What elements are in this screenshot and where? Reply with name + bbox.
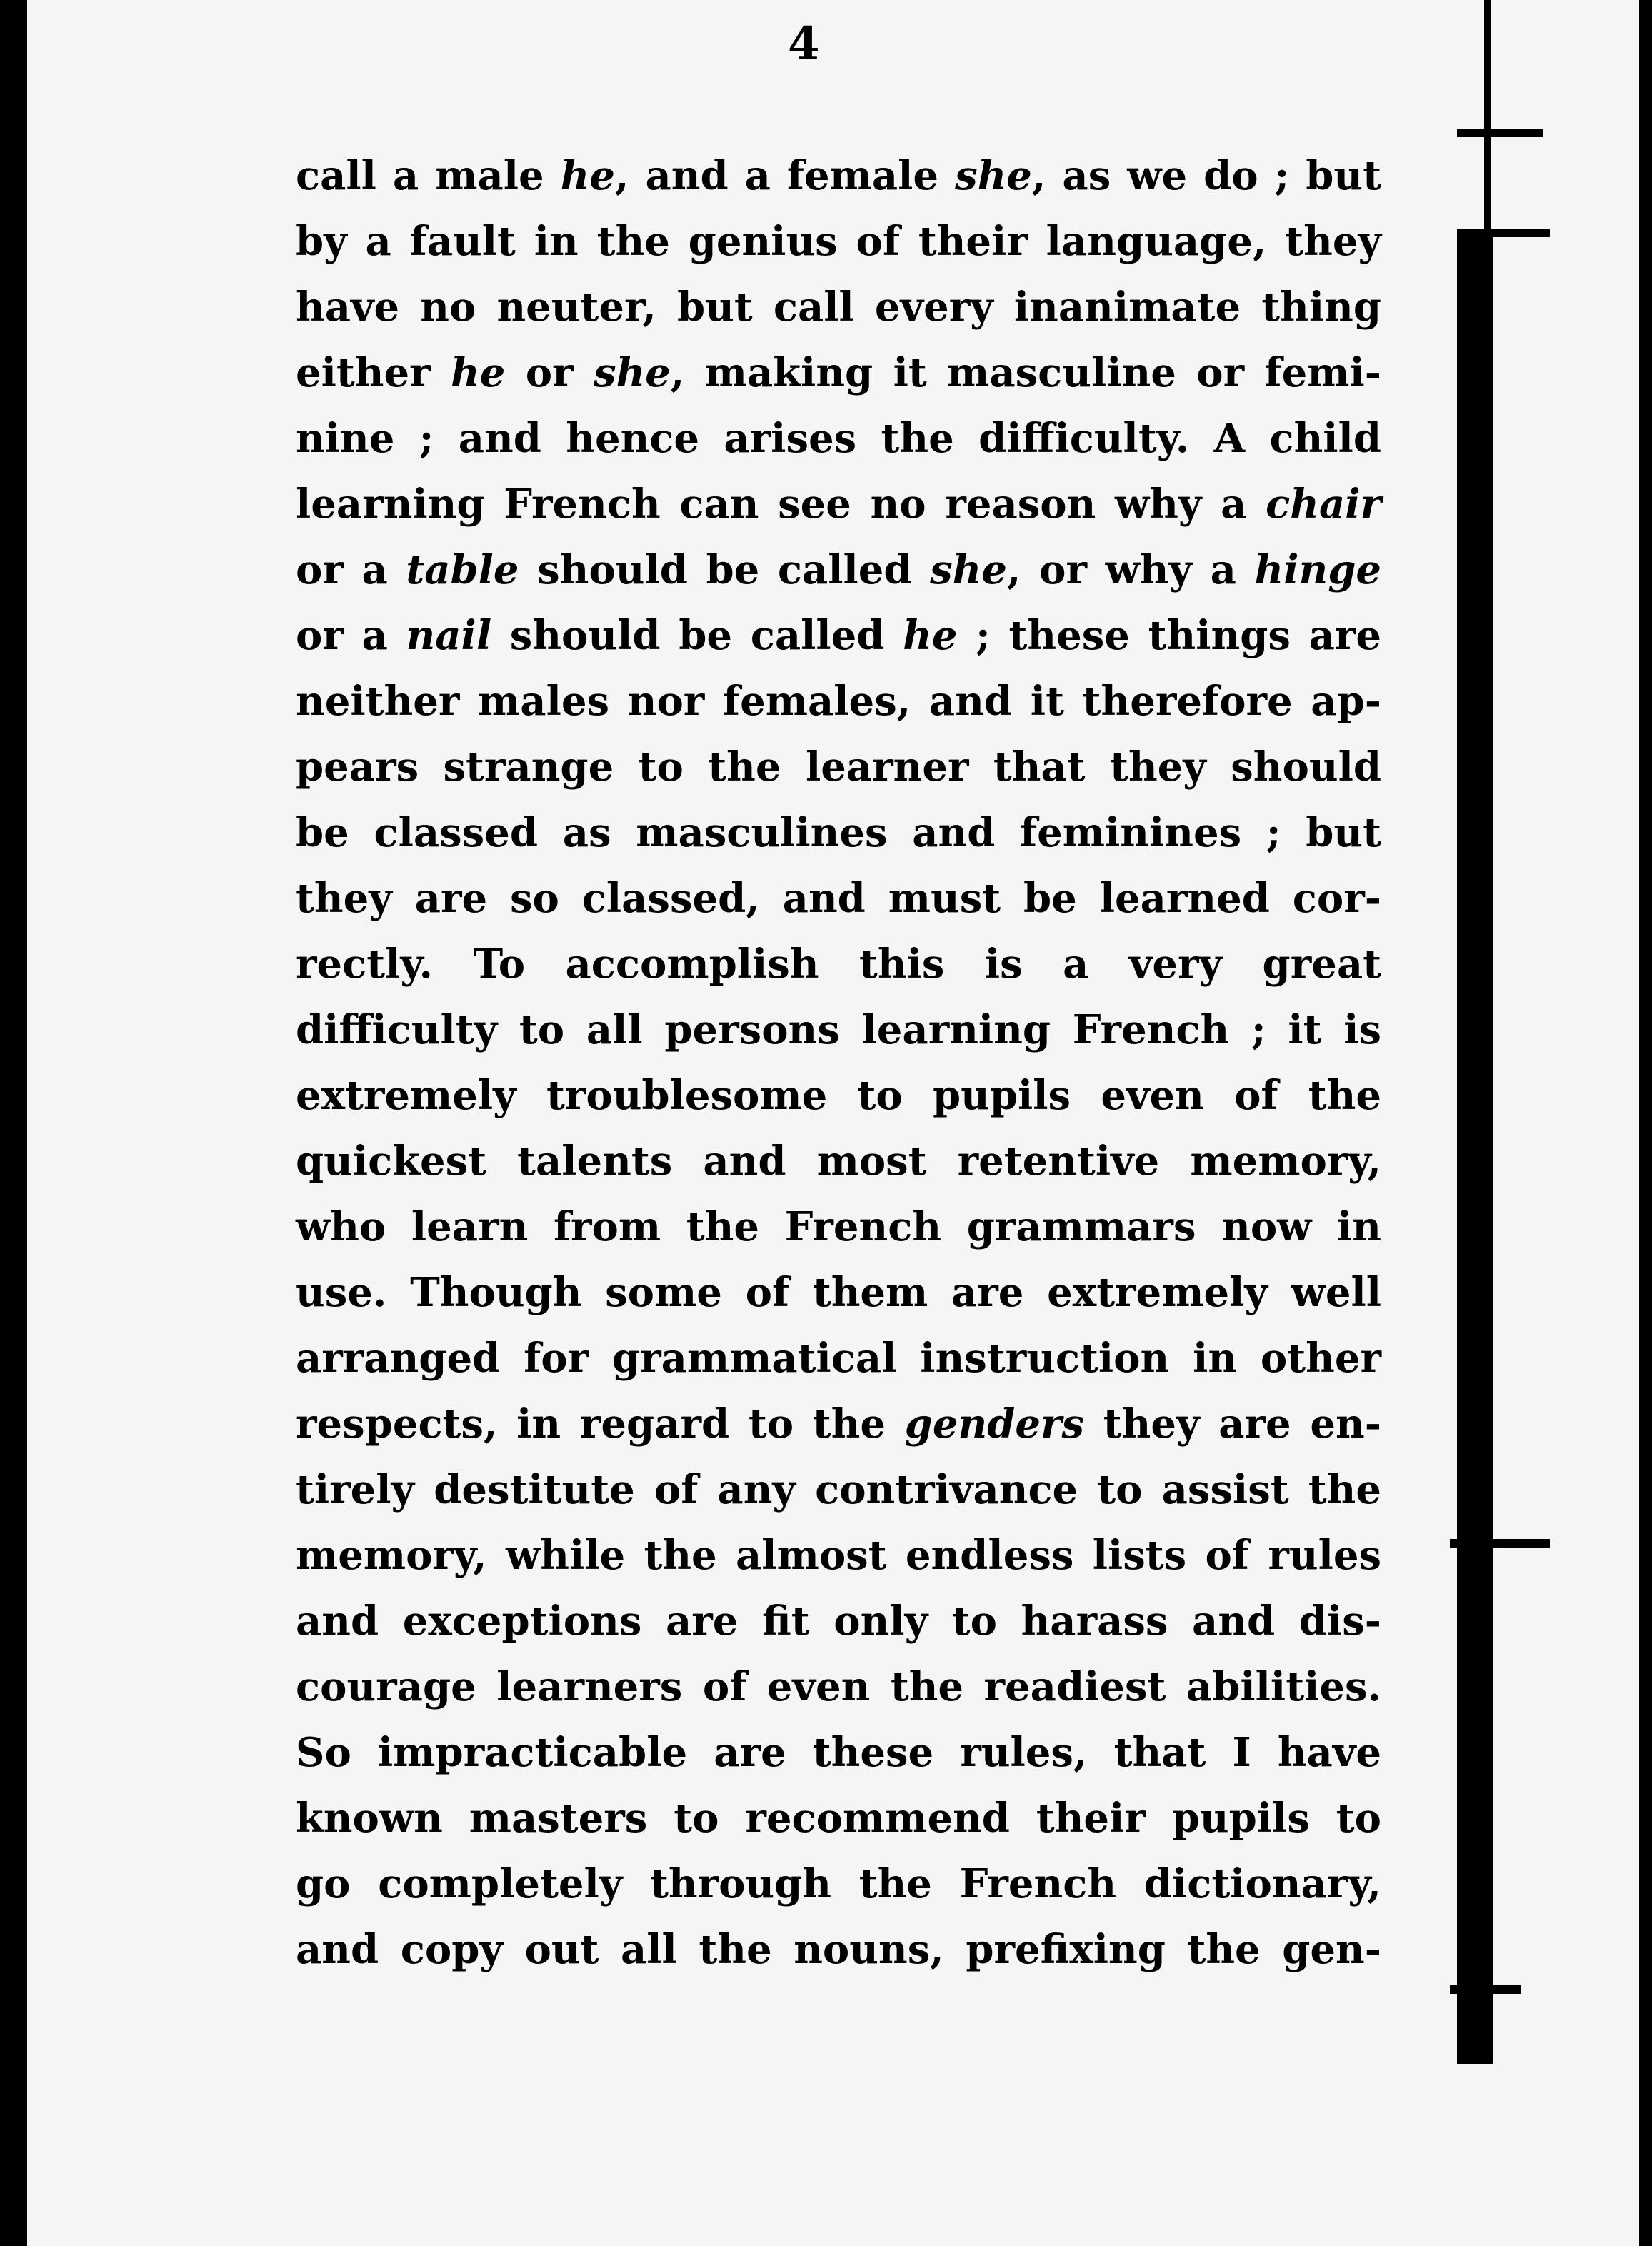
text-run: known masters to recommend their pupils to xyxy=(296,1795,1381,1842)
text-run: So impracticable are these rules, that I have xyxy=(296,1729,1381,1776)
text-run: and exceptions are fit only to harass and dis- xyxy=(296,1598,1381,1645)
text-run: respects, in regard to the xyxy=(296,1400,905,1448)
page-number: 4 xyxy=(788,17,820,71)
text-line xyxy=(296,340,1381,406)
text-line xyxy=(296,1588,1381,1654)
italic-word: she xyxy=(955,152,1032,199)
text-line xyxy=(296,471,1381,537)
text-run: either xyxy=(296,349,451,396)
text-line xyxy=(296,1917,1381,1982)
text-run: memory, while the almost endless lists of rules xyxy=(296,1532,1381,1579)
text-line xyxy=(296,997,1381,1063)
text-run: tirely destitute of any contrivance to assist the xyxy=(296,1466,1381,1513)
text-line xyxy=(296,1260,1381,1325)
text-run: they are en- xyxy=(1084,1400,1381,1448)
text-run: nine ; and hence arises the difficulty. A child xyxy=(296,415,1381,462)
text-run: or a xyxy=(296,546,406,593)
binding-margin xyxy=(1500,0,1652,2246)
text-run: quickest talents and most retentive memory, xyxy=(296,1138,1381,1185)
text-line xyxy=(296,209,1381,274)
text-run: , as we do ; but xyxy=(1031,152,1381,199)
body-text xyxy=(296,143,1381,1982)
binding-thread-top xyxy=(1484,0,1491,236)
text-run: should be called xyxy=(519,546,931,593)
text-run: , or why a xyxy=(1007,546,1255,593)
text-run: call a male xyxy=(296,152,561,199)
text-run: or a xyxy=(296,612,406,659)
text-run: or xyxy=(505,349,594,396)
text-run: arranged for grammatical instruction in other xyxy=(296,1335,1381,1382)
text-line xyxy=(296,1325,1381,1391)
text-run: they are so classed, and must be learned cor- xyxy=(296,875,1381,922)
italic-word: chair xyxy=(1266,481,1381,528)
text-run: go completely through the French dictionary, xyxy=(296,1860,1381,1907)
italic-word: genders xyxy=(904,1400,1085,1448)
italic-word: table xyxy=(406,546,519,593)
text-line xyxy=(296,143,1381,209)
text-line xyxy=(296,537,1381,603)
italic-word: he xyxy=(560,152,615,199)
text-line xyxy=(296,1063,1381,1128)
text-line xyxy=(296,866,1381,931)
text-run: ; these things are xyxy=(957,612,1381,659)
text-run: , making it masculine or femi- xyxy=(670,349,1381,396)
text-run: who learn from the French grammars now in xyxy=(296,1203,1381,1250)
text-line xyxy=(296,1128,1381,1194)
book-page xyxy=(27,0,1527,2246)
text-line xyxy=(296,1720,1381,1785)
italic-word: nail xyxy=(406,612,492,659)
text-line xyxy=(296,1194,1381,1260)
text-run: by a fault in the genius of their language, they xyxy=(296,218,1381,265)
text-run: be classed as masculines and feminines ; but xyxy=(296,809,1381,856)
scan-right-border xyxy=(1639,0,1652,2246)
binding-stitch xyxy=(1457,229,1550,237)
italic-word: hinge xyxy=(1254,546,1381,593)
text-line xyxy=(296,406,1381,471)
binding-spine xyxy=(1457,236,1493,2064)
italic-word: she xyxy=(593,349,671,396)
binding-stitch xyxy=(1457,129,1543,137)
binding-stitch xyxy=(1450,1539,1550,1548)
text-line xyxy=(296,734,1381,800)
text-line xyxy=(296,1523,1381,1588)
text-line xyxy=(296,603,1381,668)
italic-word: he xyxy=(451,349,506,396)
text-run: rectly. To accomplish this is a very great xyxy=(296,941,1381,988)
text-line xyxy=(296,668,1381,734)
binding-stitch xyxy=(1450,1985,1521,1994)
scan-left-border xyxy=(0,0,9,2246)
text-line xyxy=(296,274,1381,340)
text-run: and copy out all the nouns, prefixing the gen- xyxy=(296,1926,1381,1973)
text-run: learning French can see no reason why a xyxy=(296,481,1266,528)
text-run: neither males nor females, and it therefore ap- xyxy=(296,678,1381,725)
text-line xyxy=(296,1457,1381,1523)
text-run: have no neuter, but call every inanimate thing xyxy=(296,284,1381,331)
italic-word: she xyxy=(930,546,1008,593)
text-line xyxy=(296,1654,1381,1720)
text-line xyxy=(296,931,1381,997)
text-run: , and a female xyxy=(614,152,956,199)
text-run: use. Though some of them are extremely well xyxy=(296,1269,1381,1316)
text-line xyxy=(296,1785,1381,1851)
text-run: pears strange to the learner that they should xyxy=(296,743,1381,791)
italic-word: he xyxy=(903,612,958,659)
text-run: difficulty to all persons learning French ; it is xyxy=(296,1006,1381,1053)
text-run: should be called xyxy=(491,612,903,659)
text-run: extremely troublesome to pupils even of the xyxy=(296,1072,1381,1119)
text-line xyxy=(296,1391,1381,1457)
text-run: courage learners of even the readiest abilities. xyxy=(296,1663,1381,1710)
text-line xyxy=(296,800,1381,866)
text-line xyxy=(296,1851,1381,1917)
